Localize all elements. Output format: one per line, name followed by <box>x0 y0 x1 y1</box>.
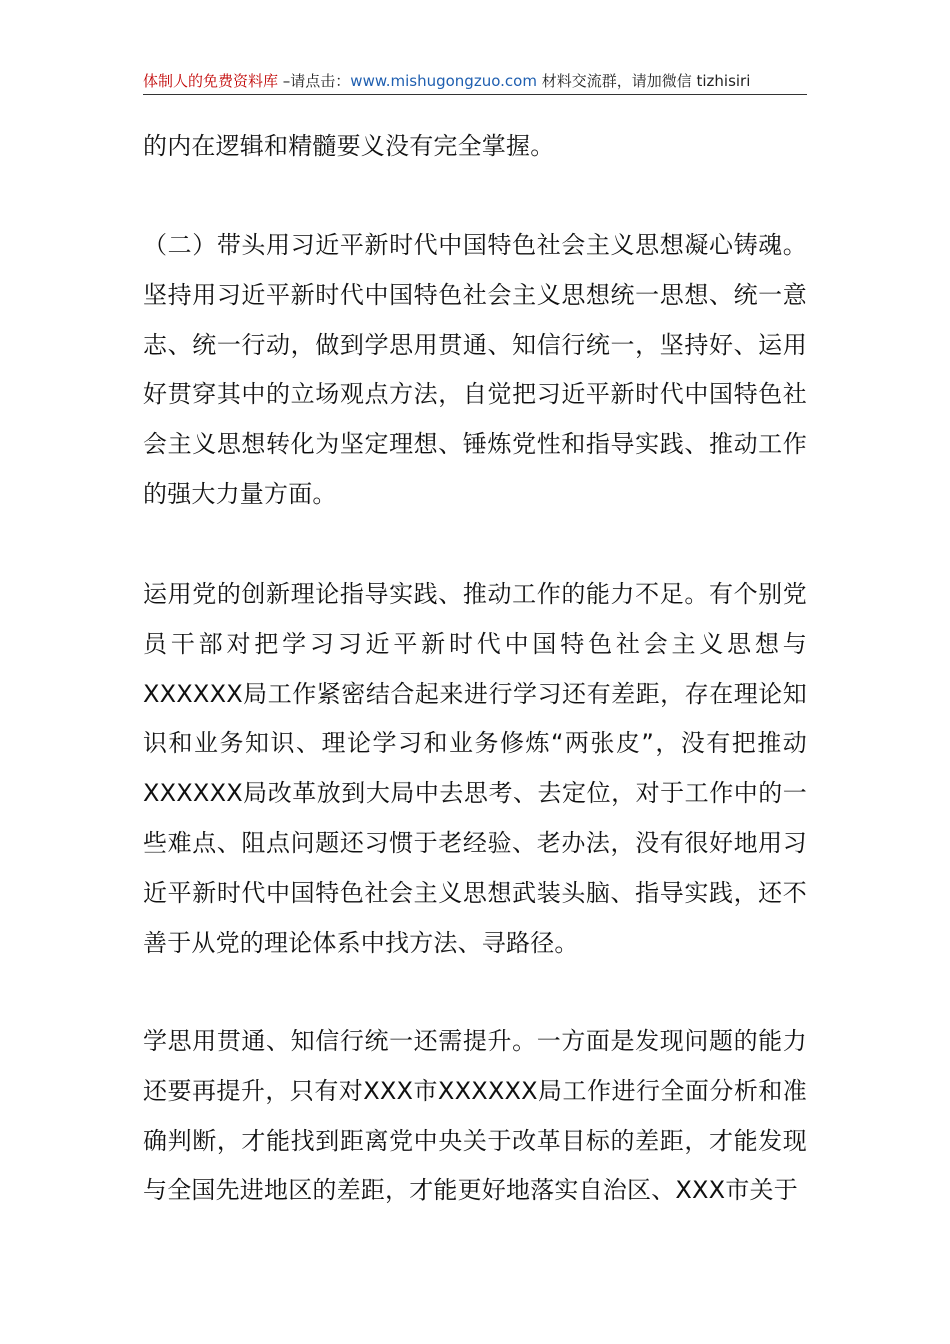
header-prompt: –请点击： <box>278 72 351 90</box>
paragraph-theory-practice: 运用党的创新理论指导实践、推动工作的能力不足。有个别党员干部对把学习习近平新时代中国特色社会主义思想与XXXXXX局工作紧密结合起来进行学习还有差距，存在理论知识和业务知识、理论学习和业务修炼“两张皮”，没有把推动XXXXXX局改革放到大局中去思考、去定位，对于工作中的一些难点、阻点问题还习惯于老经验、老办法，没有很好地用习近平新时代中国特色社会主义思想武装头脑、指导实践，还不善于从党的理论体系中找方法、寻路径。 <box>143 580 807 957</box>
header-contact: 材料交流群，请加微信 tizhisiri <box>536 72 751 90</box>
page-header <box>143 70 807 95</box>
paragraph-learning-application: 学思用贯通、知信行统一还需提升。一方面是发现问题的能力还要再提升，只有对XXX市XXXXXX局工作进行全面分析和准确判断，才能找到距离党中央关于改革目标的差距，才能发现与全国先进地区的差距，才能更好地落实自治区、XXX市关于 <box>143 1027 807 1205</box>
paragraph-continuation: 的内在逻辑和精髓要义没有完全掌握。 <box>143 132 555 160</box>
header-brand: 体制人的免费资料库 <box>143 72 279 90</box>
paragraph-section-two: （二）带头用习近平新时代中国特色社会主义思想凝心铸魂。坚持用习近平新时代中国特色社会主义思想统一思想、统一意志、统一行动，做到学思用贯通、知信行统一，坚持好、运用好贯穿其中的立场观点方法，自觉把习近平新时代中国特色社会主义思想转化为坚定理想、锤炼党性和指导实践、推动工作的强大力量方面。 <box>143 231 807 508</box>
header-url-link[interactable]: www.mishugongzuo.com <box>350 72 537 90</box>
